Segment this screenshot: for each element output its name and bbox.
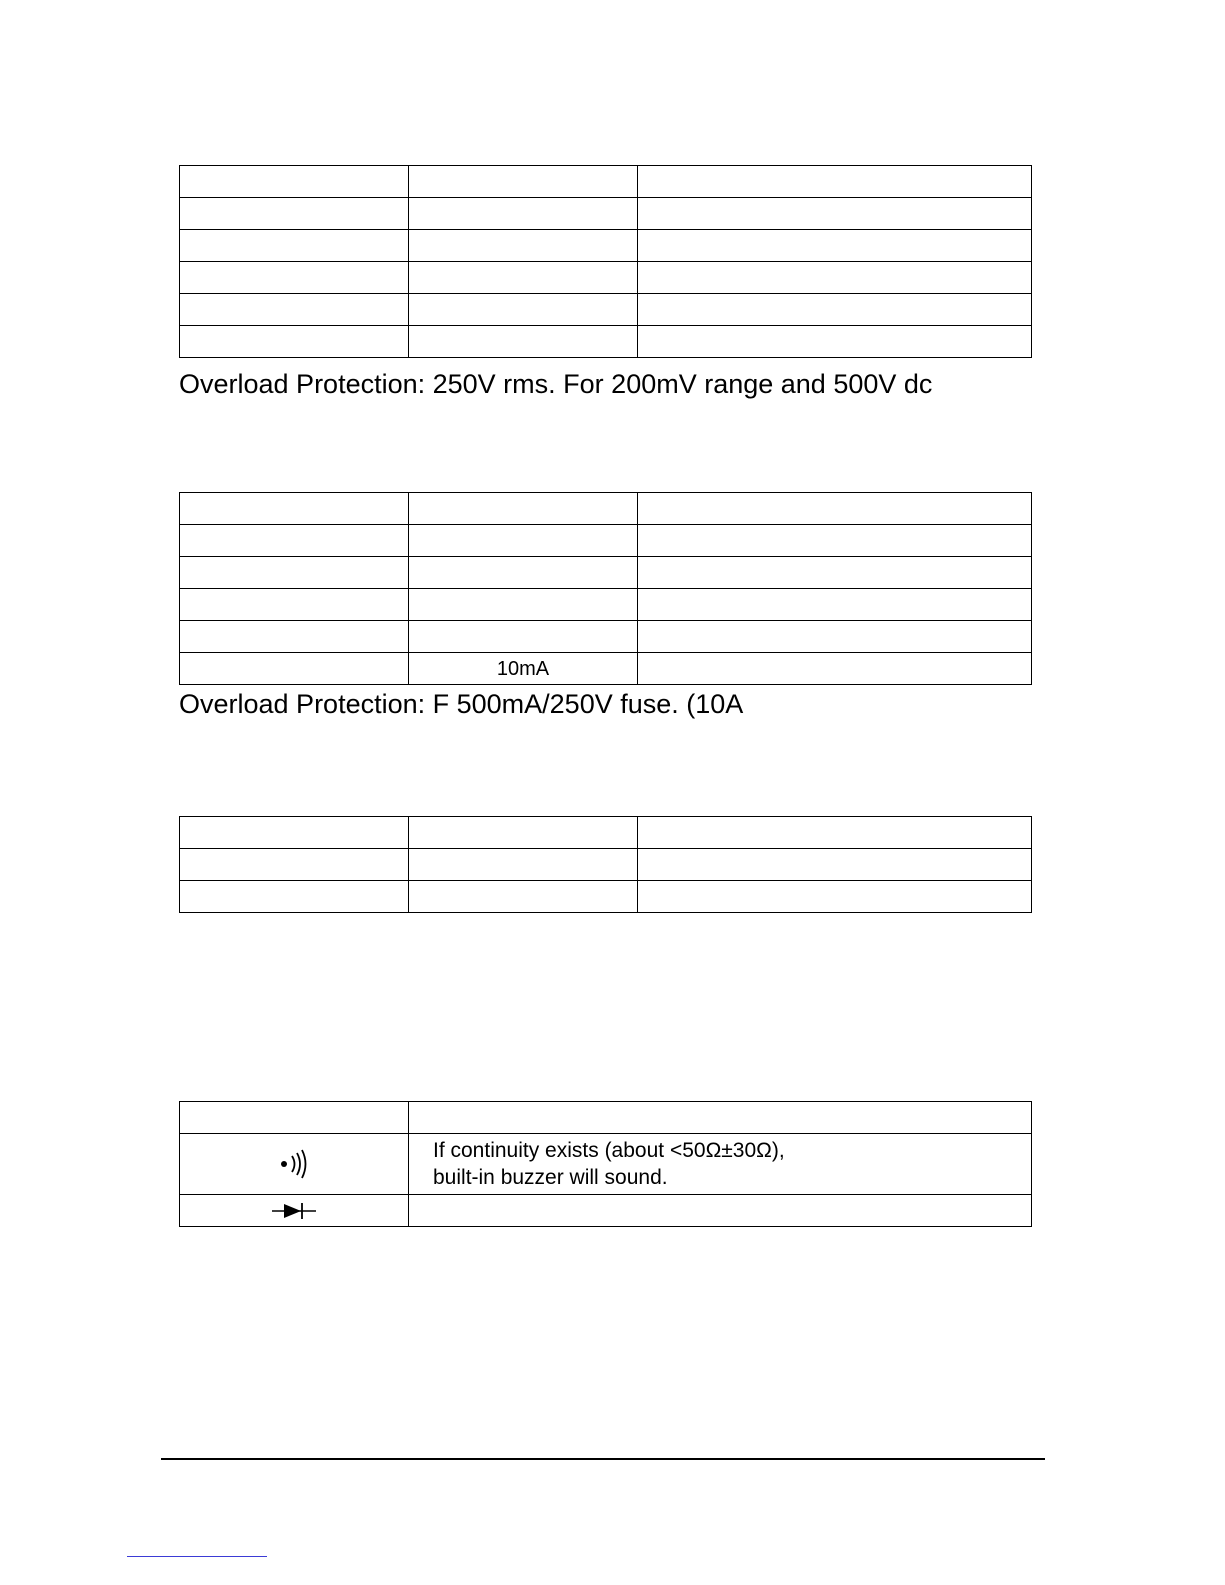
table-cell — [180, 653, 409, 685]
table-cell — [638, 166, 1032, 198]
table-row — [180, 525, 1032, 557]
table-cell — [638, 198, 1032, 230]
table-cell — [409, 294, 638, 326]
table-cell — [409, 1102, 1032, 1134]
table-cell — [180, 493, 409, 525]
table-cell — [409, 589, 638, 621]
table-cell — [180, 294, 409, 326]
table-cell — [409, 262, 638, 294]
table-cell — [409, 326, 638, 358]
table-cell — [638, 557, 1032, 589]
table-cell — [409, 166, 638, 198]
footer-rule — [161, 1458, 1045, 1460]
table-cell — [180, 817, 409, 849]
table-cell — [638, 493, 1032, 525]
table-row — [180, 294, 1032, 326]
table-cell — [638, 294, 1032, 326]
table-cell — [180, 230, 409, 262]
table-cell — [409, 881, 638, 913]
table-cell — [409, 557, 638, 589]
table-cell — [638, 230, 1032, 262]
diode-icon — [180, 1195, 409, 1227]
table-cell — [180, 881, 409, 913]
table-cell — [180, 326, 409, 358]
range-cell-10ma: 10mA — [409, 653, 638, 685]
spec-table-resistance — [179, 816, 1032, 913]
table-cell — [409, 198, 638, 230]
table-cell — [180, 557, 409, 589]
table-cell — [180, 262, 409, 294]
table-row — [180, 621, 1032, 653]
overload-protection-current-note: Overload Protection: F 500mA/250V fuse. (10A — [179, 689, 744, 719]
table-row — [180, 166, 1032, 198]
table-cell — [638, 653, 1032, 685]
continuity-description — [409, 1134, 1032, 1195]
spec-table-voltage — [179, 165, 1032, 358]
table-cell — [638, 262, 1032, 294]
table-cell — [409, 1195, 1032, 1227]
table-cell — [409, 621, 638, 653]
table-cell — [638, 817, 1032, 849]
table-row — [180, 653, 1032, 685]
table-cell — [180, 166, 409, 198]
table-cell — [638, 881, 1032, 913]
table-row — [180, 589, 1032, 621]
table-row — [180, 1195, 1032, 1227]
table-cell — [409, 493, 638, 525]
table-cell — [638, 589, 1032, 621]
continuity-line-1: If continuity exists (about <50Ω±30Ω), — [433, 1138, 785, 1162]
table-cell — [638, 326, 1032, 358]
table-row — [180, 262, 1032, 294]
table-row — [180, 849, 1032, 881]
table-row — [180, 557, 1032, 589]
table-cell — [409, 817, 638, 849]
table-row — [180, 326, 1032, 358]
table-row — [180, 493, 1032, 525]
table-cell — [180, 198, 409, 230]
table-cell — [638, 621, 1032, 653]
table-row — [180, 230, 1032, 262]
table-cell — [409, 525, 638, 557]
table-cell — [180, 849, 409, 881]
spec-table-current — [179, 492, 1032, 685]
footer-link-underline — [127, 1556, 267, 1557]
table-cell — [180, 525, 409, 557]
spec-table-continuity-diode — [179, 1101, 1032, 1227]
table-cell — [638, 849, 1032, 881]
buzzer-sound-icon — [180, 1134, 409, 1195]
table-row — [180, 881, 1032, 913]
table-row — [180, 1102, 1032, 1134]
continuity-line-2: built-in buzzer will sound. — [433, 1166, 668, 1189]
table-cell — [409, 230, 638, 262]
table-row — [180, 1134, 1032, 1195]
table-cell — [180, 1102, 409, 1134]
table-cell — [180, 589, 409, 621]
table-cell — [638, 525, 1032, 557]
table-row — [180, 198, 1032, 230]
table-cell — [180, 621, 409, 653]
table-row — [180, 817, 1032, 849]
table-cell — [409, 849, 638, 881]
overload-protection-voltage-note: Overload Protection: 250V rms. For 200mV range and 500V dc — [179, 369, 933, 399]
